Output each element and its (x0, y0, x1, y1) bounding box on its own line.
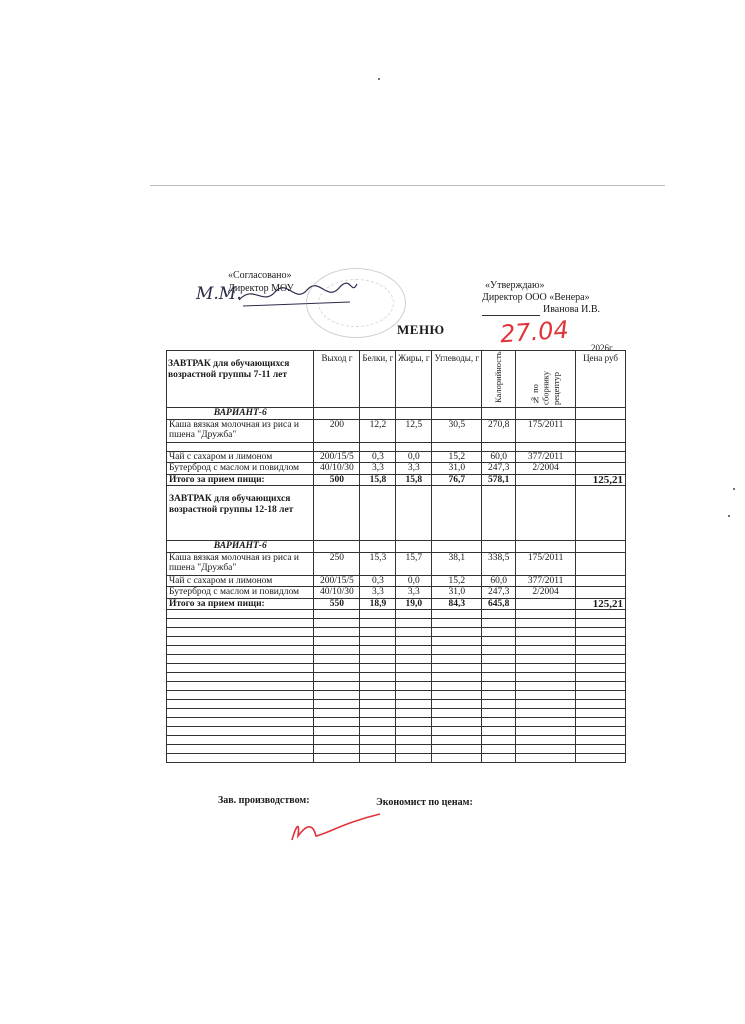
dish-name: Чай с сахаром и лимоном (167, 451, 314, 463)
empty-table-row (167, 736, 626, 745)
table-row: Бутерброд с маслом и повидлом 40/10/30 3,3 3,3 31,0 247,3 2/2004 (167, 463, 626, 475)
column-header-recipe: № по сборнику рецептур (529, 370, 561, 405)
column-header-dish: ЗАВТРАК для обучающихся возрастной группы 7-11 лет (167, 351, 314, 408)
signature-scribble-bottom (286, 806, 386, 846)
approval-left-label: «Согласовано» (228, 270, 292, 281)
variant-label: ВАРИАНТ-6 (167, 541, 314, 553)
table-row: Каша вязкая молочная из риса и пшена "Дружба" 250 15,3 15,7 38,1 338,5 175/2011 (167, 552, 626, 575)
empty-table-row (167, 754, 626, 763)
empty-table-row (167, 718, 626, 727)
empty-table-row (167, 637, 626, 646)
empty-table-row (167, 610, 626, 619)
empty-table-row (167, 646, 626, 655)
table-row: Каша вязкая молочная из риса и пшена "Дружба" 200 12,2 12,5 30,5 270,8 175/2011 (167, 419, 626, 442)
handwritten-date: 27.04 (499, 315, 570, 349)
empty-table-row (167, 655, 626, 664)
empty-table-row (167, 709, 626, 718)
section-heading: ЗАВТРАК для обучающихся возрастной группы 12-18 лет (167, 486, 314, 541)
column-header-calories: Калорийность (493, 351, 504, 403)
total-row: Итого за прием пищи: 500 15,8 15,8 76,7 578,1 125,21 (167, 474, 626, 486)
footer-production-label: Зав. производством: (218, 795, 310, 806)
price-value: 125,21 (576, 474, 626, 486)
empty-table-row (167, 700, 626, 709)
dish-name: Чай с сахаром и лимоном (167, 575, 314, 587)
empty-table-row (167, 745, 626, 754)
scan-dot (728, 515, 730, 517)
empty-table-row (167, 727, 626, 736)
stamp-seal-inner (318, 279, 394, 327)
column-header-carbs: Углеводы, г (432, 351, 482, 408)
dish-name: Каша вязкая молочная из риса и пшена "Дружба" (167, 552, 314, 575)
column-header-price: Цена руб (576, 351, 626, 408)
approval-right-role: Директор ООО «Венера» (482, 292, 590, 303)
approval-left-role: Директор МОУ (228, 283, 294, 294)
empty-table-row (167, 628, 626, 637)
total-row: Итого за прием пищи: 550 18,9 19,0 84,3 645,8 125,21 (167, 598, 626, 610)
empty-table-row (167, 691, 626, 700)
empty-table-row (167, 619, 626, 628)
table-row: Бутерброд с маслом и повидлом 40/10/30 3,3 3,3 31,0 247,3 2/2004 (167, 587, 626, 599)
empty-rows (167, 610, 626, 763)
signature-line-right (482, 315, 540, 316)
dish-name: Каша вязкая молочная из риса и пшена "Дружба" (167, 419, 314, 442)
approval-right-name: Иванова И.В. (543, 304, 601, 315)
column-header-output: Выход г (314, 351, 360, 408)
scan-dot (378, 78, 380, 80)
scan-line (150, 185, 665, 186)
approval-left-signature: М.М. (196, 284, 242, 304)
footer-economist-label: Экономист по ценам: (376, 797, 473, 808)
column-header-protein: Белки, г (360, 351, 396, 408)
approval-right-label: «Утверждаю» (485, 280, 545, 291)
year-label: 2026г.. (591, 343, 617, 353)
page-title: МЕНЮ (397, 322, 445, 337)
empty-table-row (167, 664, 626, 673)
table-row: Чай с сахаром и лимоном 200/15/5 0,3 0,0 15,2 60,0 377/2011 (167, 575, 626, 587)
column-header-fat: Жиры, г (396, 351, 432, 408)
table-row: Чай с сахаром и лимоном 200/15/5 0,3 0,0 15,2 60,0 377/2011 (167, 451, 626, 463)
dish-name: Бутерброд с маслом и повидлом (167, 463, 314, 475)
scan-dot (733, 488, 735, 490)
dish-name: Бутерброд с маслом и повидлом (167, 587, 314, 599)
variant-label: ВАРИАНТ-6 (167, 408, 314, 420)
empty-table-row (167, 682, 626, 691)
menu-table (166, 350, 626, 763)
empty-table-row (167, 673, 626, 682)
price-value: 125,21 (576, 598, 626, 610)
